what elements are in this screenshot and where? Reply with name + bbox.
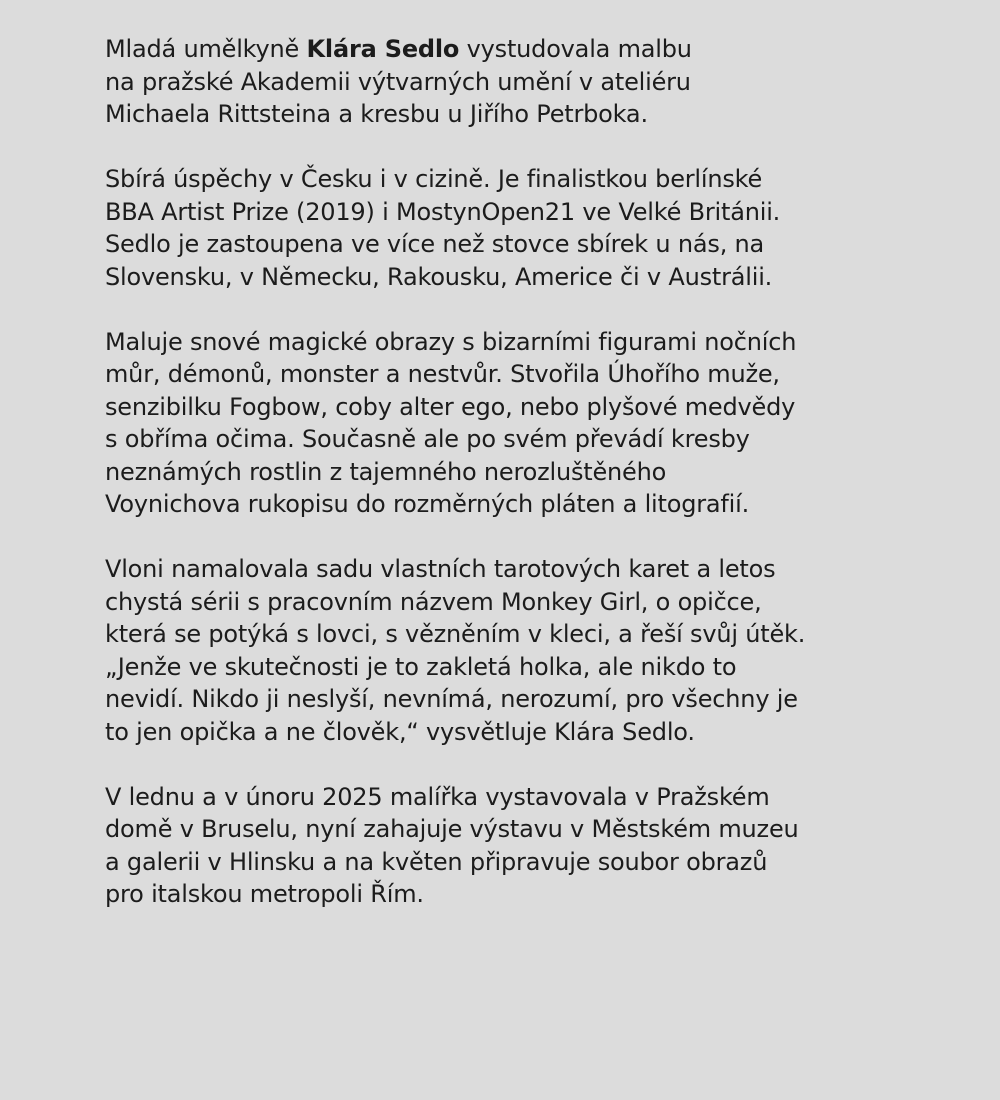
text-line: Michaela Rittsteina a kresbu u Jiřího Petrboka. (105, 100, 648, 128)
text-line: senzibilku Fogbow, coby alter ego, nebo plyšové medvědy (105, 392, 796, 421)
text-line: která se potýká s lovci, s vězněním v kleci, a řeší svůj útěk. (105, 620, 806, 648)
text-line: nevidí. Nikdo ji neslyší, nevnímá, nerozumí, pro všechny je (105, 685, 798, 713)
paragraph-success (105, 163, 985, 293)
text-line: BBA Artist Prize (2019) i MostynOpen21 ve Velké Británii. (105, 197, 781, 226)
article-body (105, 33, 985, 943)
text-line: a galerii v Hlinsku a na květen připravuje soubor obrazů (105, 847, 768, 876)
text-line: Voynichova rukopisu do rozměrných pláten a litografií. (105, 490, 750, 518)
text-line: na pražské Akademii výtvarných umění v ateliéru (105, 67, 691, 96)
text-line: Maluje snové magické obrazy s bizarními figurami nočních (105, 327, 797, 356)
text-line: Vloni namalovala sadu vlastních tarotových karet a letos (105, 555, 776, 583)
text-line: chystá sérii s pracovním názvem Monkey Girl, o opičce, (105, 587, 762, 616)
paragraph-monkey-girl (105, 553, 985, 748)
text-line: „Jenže ve skutečnosti je to zakletá holka, ale nikdo to (105, 652, 737, 681)
paragraph-exhibitions (105, 781, 985, 911)
text-line: pro italskou metropoli Řím. (105, 880, 424, 908)
text-line: to jen opička a ne člověk,“ vysvětluje Klára Sedlo. (105, 717, 695, 746)
text-line: můr, démonů, monster a nestvůr. Stvořila Úhořího muže, (105, 360, 780, 388)
line-text-before: Mladá umělkyně (105, 35, 307, 63)
text-line: neznámých rostlin z tajemného nerozluštěného (105, 457, 667, 486)
artist-name: Klára Sedlo (306, 35, 460, 63)
line-text-after: vystudovala malbu (459, 35, 692, 63)
text-line: Sbírá úspěchy v Česku i v cizině. Je finalistkou berlínské (105, 165, 763, 193)
text-line: V lednu a v únoru 2025 malířka vystavovala v Pražském (105, 782, 770, 811)
text-line (105, 33, 985, 66)
text-line: s obříma očima. Současně ale po svém převádí kresby (105, 425, 750, 453)
paragraph-paintings (105, 326, 985, 521)
text-line: Slovensku, v Německu, Rakousku, Americe či v Austrálii. (105, 262, 773, 291)
paragraph-intro (105, 33, 985, 131)
text-line: Sedlo je zastoupena ve více než stovce sbírek u nás, na (105, 230, 765, 258)
text-line: domě v Bruselu, nyní zahajuje výstavu v Městském muzeu (105, 815, 799, 843)
